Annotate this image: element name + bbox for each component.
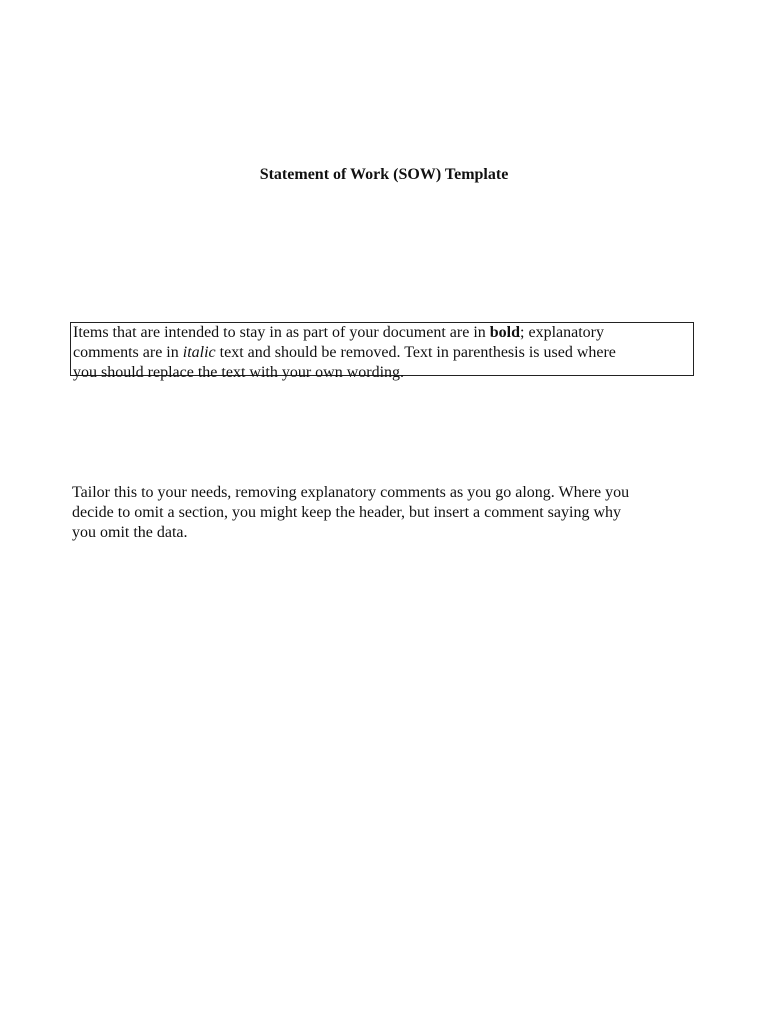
instruction-text: ; explanatory: [520, 324, 604, 341]
instruction-line-2: [73, 343, 689, 363]
italic-example-text: italic: [182, 344, 216, 361]
instruction-line-1: [73, 323, 689, 343]
instruction-line-3: you should replace the text with your own wording.: [73, 364, 405, 381]
instruction-text: comments are in: [73, 344, 183, 361]
paragraph-line-3: you omit the data.: [72, 524, 188, 541]
tailoring-paragraph: [72, 483, 712, 543]
instruction-box: [70, 322, 694, 381]
bold-example-text: bold: [489, 324, 521, 341]
paragraph-line-2: decide to omit a section, you might keep the header, but insert a comment saying why: [72, 504, 621, 521]
instruction-text: text and should be removed. Text in parenthesis is used where: [215, 344, 616, 361]
paragraph-line-1: Tailor this to your needs, removing explanatory comments as you go along. Where you: [72, 484, 630, 501]
instruction-text: Items that are intended to stay in as part of your document are in: [73, 324, 490, 341]
document-title: Statement of Work (SOW) Template: [259, 166, 509, 183]
